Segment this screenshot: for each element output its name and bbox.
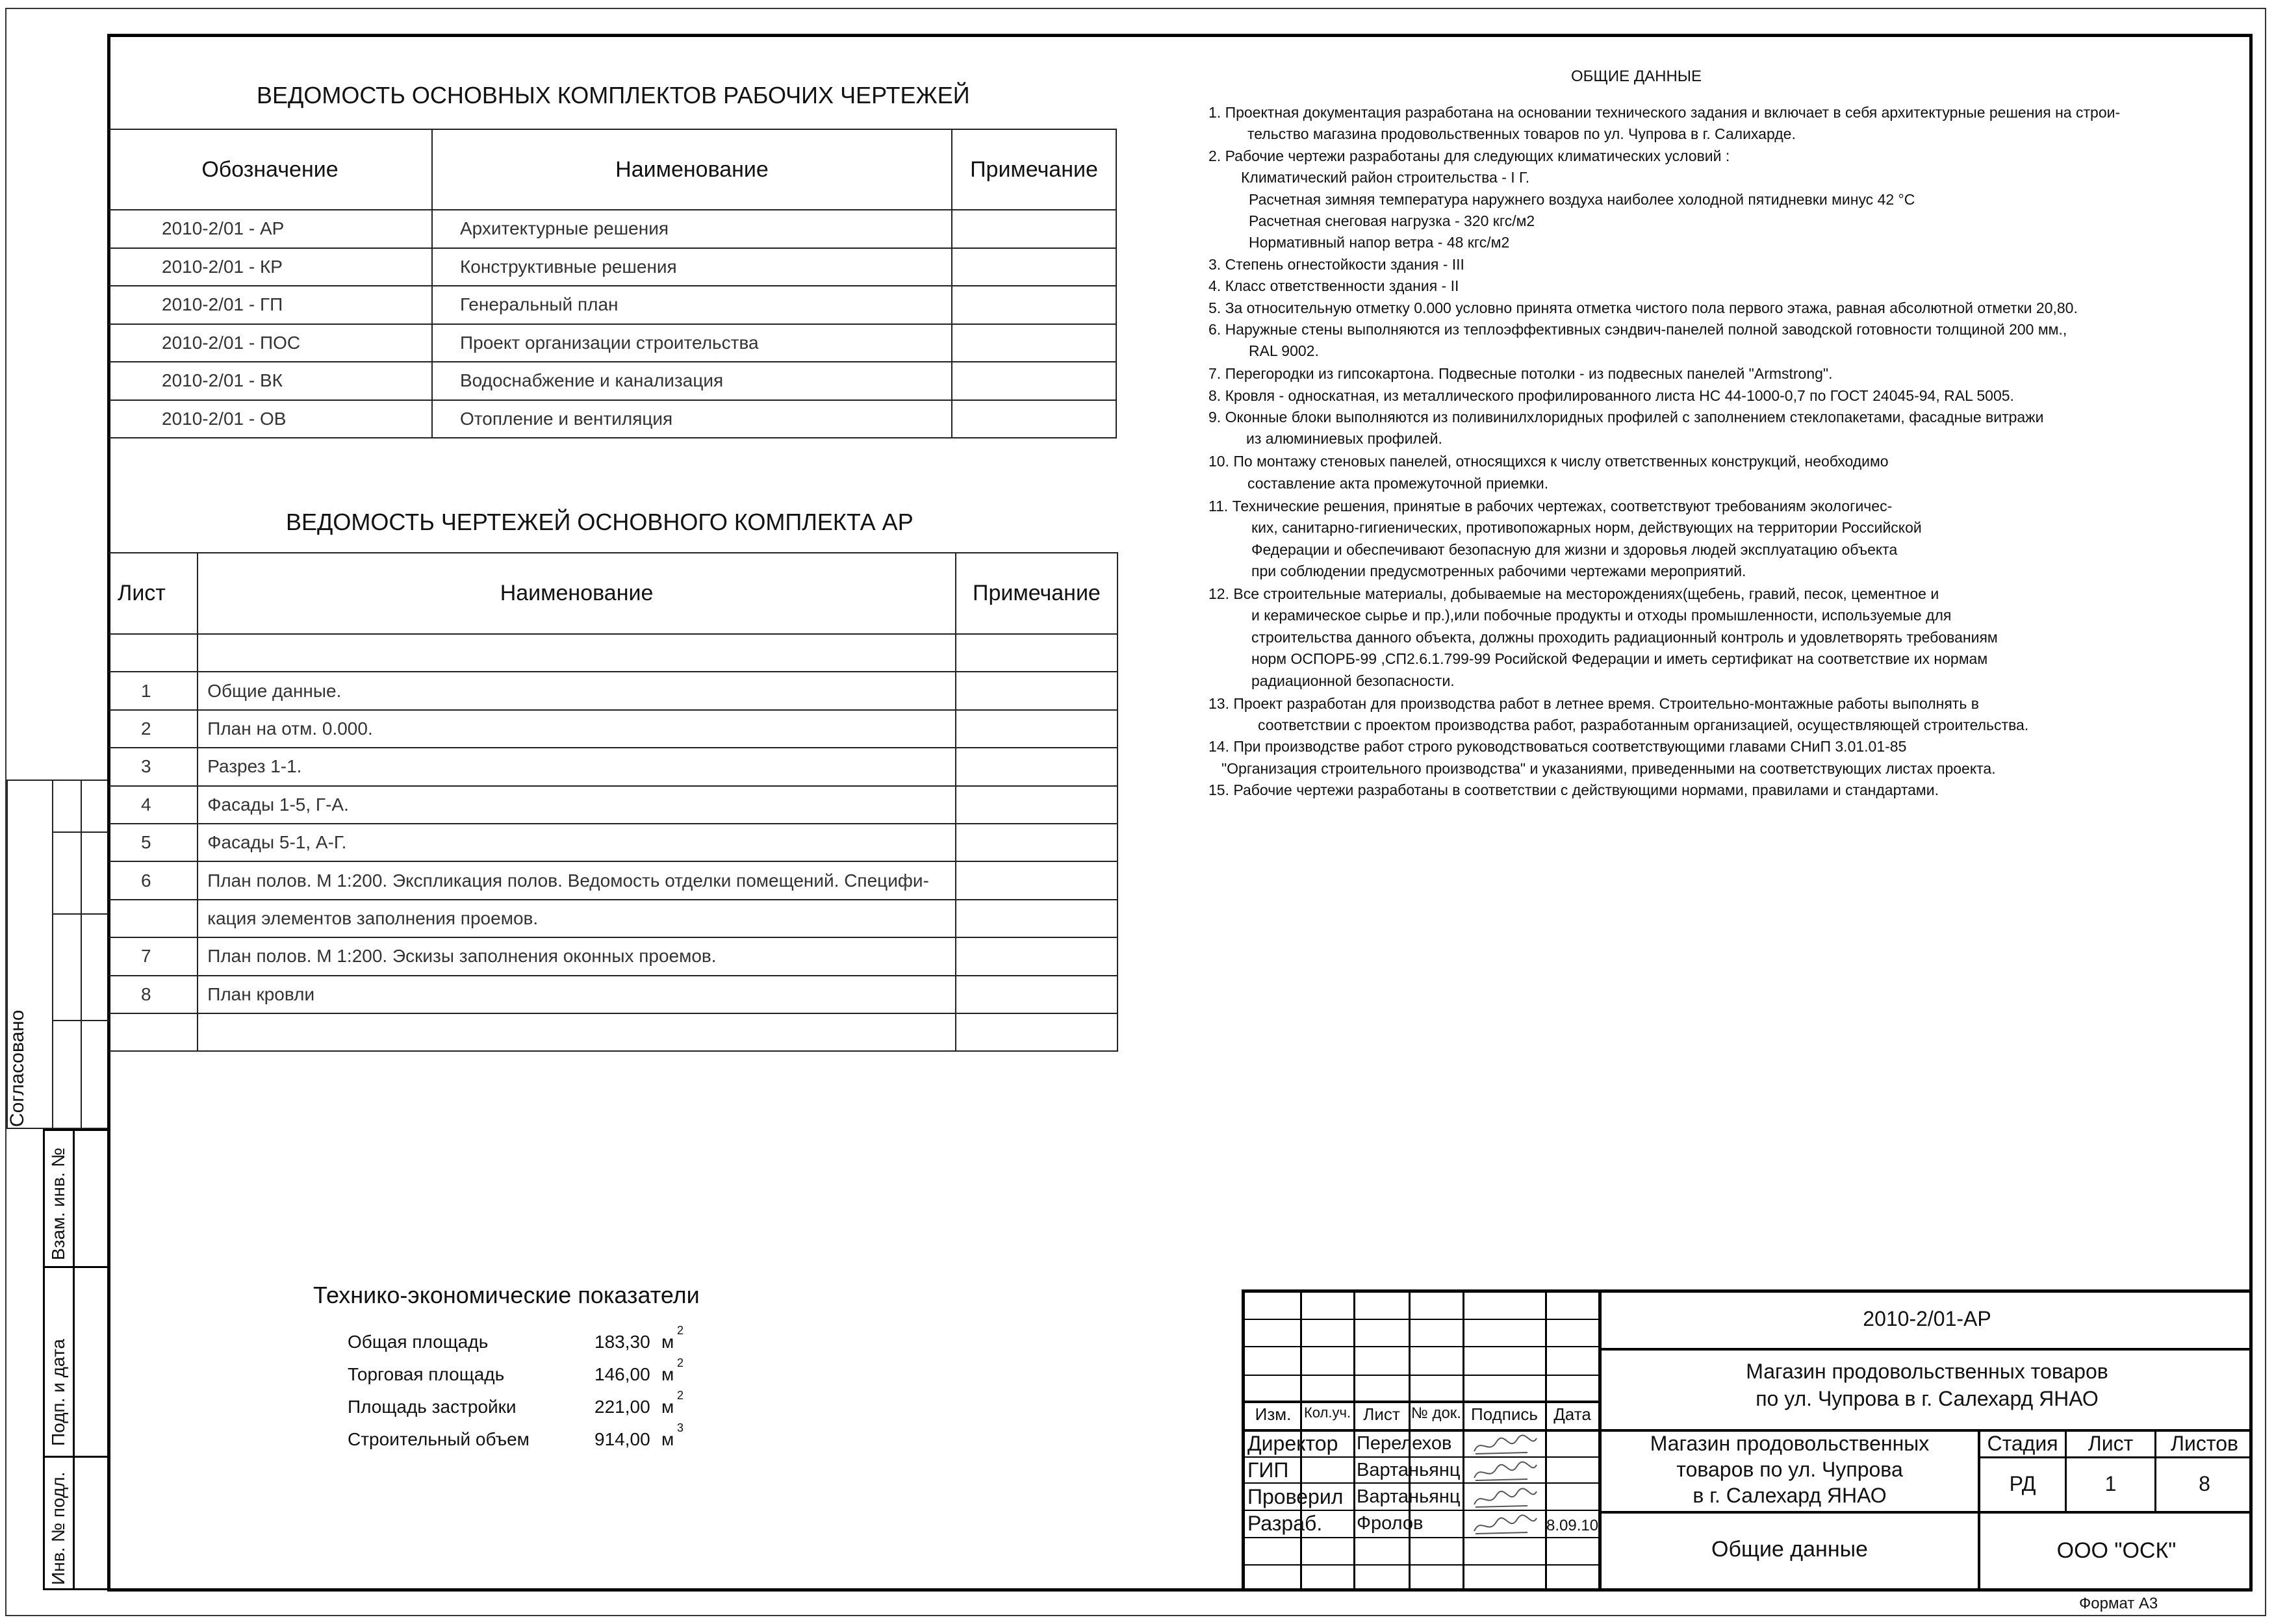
tep-exponent: 3 bbox=[677, 1421, 684, 1434]
tep-label: Площадь застройки bbox=[348, 1397, 517, 1417]
stamp-company: ООО "ОСК" bbox=[2056, 1538, 2177, 1563]
table2-title: ВЕДОМОСТЬ ЧЕРТЕЖЕЙ ОСНОВНОГО КОМПЛЕКТА АР bbox=[286, 509, 913, 535]
table2-row bbox=[109, 786, 1118, 824]
table1-cell-code: 2010-2/01 - АР bbox=[109, 210, 432, 248]
table2-cell-note bbox=[956, 672, 1118, 709]
note-line: "Организация строительного производства" и указаниями, приведенными на соответствующих листах проекта. bbox=[1221, 759, 1996, 777]
stamp-sheets-label: Листов bbox=[2171, 1432, 2238, 1455]
note-line: из алюминиевых профилей. bbox=[1246, 430, 1442, 448]
table2-cell-sheet: 2 bbox=[109, 710, 198, 748]
table2-cell-name: Общие данные. bbox=[198, 672, 956, 709]
stamp-header-doc: № док. bbox=[1411, 1404, 1461, 1422]
table1-cell-note bbox=[952, 286, 1116, 324]
note-line: 5. За относительную отметку 0.000 условно принята отметка чистого пола первого этажа, равная абсолютной отметки 20,80. bbox=[1208, 299, 2078, 316]
table2-cell-note bbox=[956, 824, 1118, 861]
side-label-vzam: Взам. инв. № bbox=[48, 1147, 68, 1260]
signer-role: Директор bbox=[1247, 1432, 1338, 1455]
table1-cell-name: Архитектурные решения bbox=[432, 210, 952, 248]
format-label: Формат А3 bbox=[2079, 1595, 2158, 1612]
side-label-podp: Подп. и дата bbox=[48, 1339, 68, 1446]
table2-cell-sheet bbox=[109, 900, 198, 937]
note-line: Расчетная зимняя температура наружнего воздуха наиболее холодной пятидневки минус 42 °С bbox=[1249, 190, 1915, 208]
note-line: 1. Проектная документация разработана на основании технического задания и включает в себя архитектурные решения на строи- bbox=[1208, 104, 2121, 121]
table2-body bbox=[109, 634, 1118, 1051]
table2-cell-name: План кровли bbox=[198, 976, 956, 1013]
table2-cell-note bbox=[956, 748, 1118, 785]
table2-cell-note bbox=[956, 976, 1118, 1013]
table1-row bbox=[109, 210, 1116, 248]
note-line: норм ОСПОРБ-99 ,СП2.6.1.799-99 Росийской Федерации и иметь сертификат на соответствие их нормам bbox=[1251, 650, 1988, 668]
table2-cell-sheet: 1 bbox=[109, 672, 198, 709]
table2-row bbox=[109, 634, 1118, 672]
table2-cell-sheet: 8 bbox=[109, 976, 198, 1013]
tep-exponent: 2 bbox=[677, 1324, 684, 1337]
title-block bbox=[1242, 1289, 2253, 1592]
note-line: 11. Технические решения, принятые в рабочих чертежах, соответствуют требованиям экологичес- bbox=[1208, 497, 1893, 514]
note-line: 9. Оконные блоки выполняются из поливинилхлоридных профилей с заполнением стеклопакетами, фасадные витражи bbox=[1208, 409, 2044, 426]
table2-cell-name: План полов. М 1:200. Эскизы заполнения оконных проемов. bbox=[198, 937, 956, 975]
stamp-header-izm: Изм. bbox=[1255, 1404, 1292, 1424]
table2-cell-note bbox=[956, 900, 1118, 937]
note-line: радиационной безопасности. bbox=[1251, 672, 1455, 689]
table2-cell-name bbox=[198, 1013, 956, 1051]
stamp-header-kolvo: Кол.уч. bbox=[1303, 1404, 1351, 1421]
tep-exponent: 2 bbox=[677, 1389, 684, 1402]
table2-cell-name: Фасады 5-1, А-Г. bbox=[198, 824, 956, 861]
tep-value: 146,00 bbox=[594, 1364, 650, 1384]
table2-cell-name: План на отм. 0.000. bbox=[198, 710, 956, 748]
stamp-header-sign: Подпись bbox=[1471, 1404, 1538, 1424]
table1-cell-name: Конструктивные решения bbox=[432, 248, 952, 286]
tep-unit: м bbox=[661, 1429, 674, 1449]
tep-title: Технико-экономические показатели bbox=[313, 1282, 700, 1308]
note-line: строительства данного объекта, должны проходить радиационный контроль и удовлетворять требованиям bbox=[1251, 628, 1998, 646]
tep-unit: м bbox=[661, 1364, 674, 1384]
table1-cell-code: 2010-2/01 - ОВ bbox=[109, 400, 432, 438]
note-line: 2. Рабочие чертежи разработаны для следующих климатических условий : bbox=[1208, 147, 1730, 164]
note-line: Федерации и обеспечивают безопасную для жизни и здоровья людей эксплуатацию объекта bbox=[1251, 540, 1898, 558]
table1-row bbox=[109, 248, 1116, 286]
table1-row bbox=[109, 362, 1116, 400]
table2-cell-sheet: 5 bbox=[109, 824, 198, 861]
table1-cell-note bbox=[952, 324, 1116, 362]
signer-date: 8.09.10 bbox=[1546, 1517, 1599, 1534]
table1-row bbox=[109, 324, 1116, 362]
signer-role: ГИП bbox=[1247, 1458, 1289, 1482]
stamp-header-list: Лист bbox=[1363, 1404, 1400, 1424]
stamp-sheet-label: Лист bbox=[2088, 1432, 2134, 1455]
table1-cell-note bbox=[952, 400, 1116, 438]
table1-row bbox=[109, 286, 1116, 324]
table2-cell-sheet bbox=[109, 1013, 198, 1051]
stamp-doc-code: 2010-2/01-АР bbox=[1863, 1307, 1991, 1330]
note-line: 6. Наружные стены выполняются из теплоэффективных сэндвич-панелей полной заводской готовности толщиной 200 мм., bbox=[1208, 320, 2067, 338]
tep-value: 183,30 bbox=[594, 1332, 650, 1352]
table1-cell-note bbox=[952, 248, 1116, 286]
table1-body bbox=[109, 210, 1116, 438]
general-notes bbox=[1208, 101, 2248, 801]
table1-cell-note bbox=[952, 210, 1116, 248]
signer-name: Фролов bbox=[1357, 1513, 1424, 1534]
table2-cell-name: План полов. М 1:200. Экспликация полов. Ведомость отделки помещений. Специфи- bbox=[198, 861, 956, 899]
table2-cell-note bbox=[956, 1013, 1118, 1051]
signature-icon bbox=[1469, 1433, 1540, 1458]
table2-row bbox=[109, 824, 1118, 861]
note-line: тельство магазина продовольственных товаров по ул. Чупрова в г. Салихарде. bbox=[1247, 125, 1796, 143]
table2-cell-sheet: 7 bbox=[109, 937, 198, 975]
note-line: составление акта промежуточной приемки. bbox=[1247, 474, 1549, 492]
table2-row bbox=[109, 748, 1118, 785]
note-line: RAL 9002. bbox=[1249, 342, 1319, 360]
table1-cell-code: 2010-2/01 - ПОС bbox=[109, 324, 432, 362]
table2-cell-note bbox=[956, 937, 1118, 975]
table1-row bbox=[109, 400, 1116, 438]
table1-cell-name: Проект организации строительства bbox=[432, 324, 952, 362]
tep-label: Строительный объем bbox=[348, 1429, 530, 1449]
notes-title: ОБЩИЕ ДАННЫЕ bbox=[1571, 68, 1702, 85]
table1-cell-code: 2010-2/01 - ГП bbox=[109, 286, 432, 324]
signer-name: Вартаньянц bbox=[1357, 1460, 1461, 1480]
table2-row bbox=[109, 976, 1118, 1013]
tep-exponent: 2 bbox=[677, 1356, 684, 1369]
col-header-note2: Примечание bbox=[956, 553, 1118, 634]
table1-cell-code: 2010-2/01 - ВК bbox=[109, 362, 432, 400]
note-line: 10. По монтажу стеновых панелей, относящихся к числу ответственных конструкций, необходимо bbox=[1208, 453, 1889, 470]
tep-value: 914,00 bbox=[594, 1429, 650, 1449]
table1-cell-name: Водоснабжение и канализация bbox=[432, 362, 952, 400]
col-header-name: Наименование bbox=[432, 129, 952, 210]
stamp-stage: РД bbox=[2009, 1472, 2036, 1495]
note-line: Расчетная снеговая нагрузка - 320 кгс/м2 bbox=[1249, 212, 1535, 229]
note-line: 13. Проект разработан для производства работ в летнее время. Строительно-монтажные работы выполнять в bbox=[1208, 694, 1979, 712]
table2-row bbox=[109, 900, 1118, 937]
note-line: при соблюдении предусмотренных рабочими чертежами мероприятий. bbox=[1251, 563, 1746, 580]
table-main-sets bbox=[109, 129, 1117, 438]
stamp-project-name: Магазин продовольственных товаров по ул. Чупрова в г. Салехард ЯНАО bbox=[1746, 1360, 2108, 1410]
stamp-header-date: Дата bbox=[1553, 1404, 1591, 1424]
side-label-agreed: Согласовано bbox=[6, 1009, 28, 1127]
tep-unit: м bbox=[661, 1332, 674, 1352]
table2-cell-name: кация элементов заполнения проемов. bbox=[198, 900, 956, 937]
note-line: 7. Перегородки из гипсокартона. Подвесные потолки - из подвесных панелей "Armstrong". bbox=[1208, 365, 1833, 383]
col-header-name2: Наименование bbox=[198, 553, 956, 634]
signature-icon bbox=[1469, 1486, 1540, 1511]
table2-cell-name: Разрез 1-1. bbox=[198, 748, 956, 785]
col-header-note: Примечание bbox=[952, 129, 1116, 210]
table1-cell-code: 2010-2/01 - КР bbox=[109, 248, 432, 286]
note-line: 15. Рабочие чертежи разработаны в соответствии с действующими нормами, правилами и стандартами. bbox=[1208, 781, 1939, 799]
signer-role: Разраб. bbox=[1247, 1512, 1323, 1535]
signature-icon bbox=[1469, 1513, 1540, 1538]
note-line: Климатический район строительства - I Г. bbox=[1241, 169, 1530, 186]
table2-cell-sheet: 3 bbox=[109, 748, 198, 785]
signer-role: Проверил bbox=[1247, 1485, 1344, 1508]
stamp-object-name: Магазин продовольственных товаров по ул. Чупрова в г. Салехард ЯНАО bbox=[1650, 1432, 1930, 1507]
stamp-sheet-title: Общие данные bbox=[1711, 1537, 1868, 1562]
tep-label: Торговая площадь bbox=[348, 1364, 505, 1384]
stamp-stage-label: Стадия bbox=[1987, 1432, 2058, 1455]
table2-cell-name: Фасады 1-5, Г-А. bbox=[198, 786, 956, 824]
table2-cell-note bbox=[956, 710, 1118, 748]
note-line: соответствии с проектом производства работ, разработанным организацией, осуществляющей строительства. bbox=[1258, 716, 2029, 733]
col-header-sheet: Лист bbox=[109, 553, 198, 634]
table2-cell-note bbox=[956, 634, 1118, 672]
stamp-sheet: 1 bbox=[2104, 1472, 2117, 1495]
col-header-designation: Обозначение bbox=[109, 129, 432, 210]
table1-cell-name: Отопление и вентиляция bbox=[432, 400, 952, 438]
tep-value: 221,00 bbox=[594, 1397, 650, 1417]
table2-cell-note bbox=[956, 861, 1118, 899]
note-line: 12. Все строительные материалы, добываемые на месторождениях(щебень, гравий, песок, цементное и bbox=[1208, 585, 1939, 603]
table1-title: ВЕДОМОСТЬ ОСНОВНЫХ КОМПЛЕКТОВ РАБОЧИХ ЧЕРТЕЖЕЙ bbox=[257, 82, 970, 108]
tep-label: Общая площадь bbox=[348, 1332, 489, 1352]
signature-icon bbox=[1469, 1460, 1540, 1484]
table2-row bbox=[109, 672, 1118, 709]
table2-cell-note bbox=[956, 786, 1118, 824]
side-label-inv: Инв. № подл. bbox=[48, 1471, 68, 1585]
table2-cell-sheet bbox=[109, 634, 198, 672]
table1-cell-name: Генеральный план bbox=[432, 286, 952, 324]
note-line: ких, санитарно-гигиенических, противопожарных норм, действующих на территории Российской bbox=[1251, 519, 1922, 537]
tep-unit: м bbox=[661, 1397, 674, 1417]
table2-cell-name bbox=[198, 634, 956, 672]
note-line: 8. Кровля - односкатная, из металлического профилированного листа НС 44-1000-0,7 по ГОСТ 24045-94, RAL 5005. bbox=[1208, 387, 2014, 404]
table-ar-sheets bbox=[109, 552, 1118, 1052]
note-line: 3. Степень огнестойкости здания - III bbox=[1208, 255, 1464, 273]
table2-row bbox=[109, 861, 1118, 899]
table2-cell-sheet: 4 bbox=[109, 786, 198, 824]
note-line: Нормативный напор ветра - 48 кгс/м2 bbox=[1249, 234, 1510, 251]
table1-cell-note bbox=[952, 362, 1116, 400]
note-line: и керамическое сырье и пр.),или побочные продукты и отходы промышленности, используемые для bbox=[1251, 607, 1952, 624]
stamp-sheets: 8 bbox=[2199, 1472, 2210, 1495]
table2-cell-sheet: 6 bbox=[109, 861, 198, 899]
table2-row bbox=[109, 937, 1118, 975]
signer-name: Вартаньянц bbox=[1357, 1486, 1461, 1507]
note-line: 14. При производстве работ строго руководствоваться соответствующими главами СНиП 3.01.01-85 bbox=[1208, 738, 1907, 755]
table2-row bbox=[109, 710, 1118, 748]
note-line: 4. Класс ответственности здания - II bbox=[1208, 277, 1459, 295]
signer-name: Перелехов bbox=[1357, 1433, 1452, 1454]
table2-row bbox=[109, 1013, 1118, 1051]
